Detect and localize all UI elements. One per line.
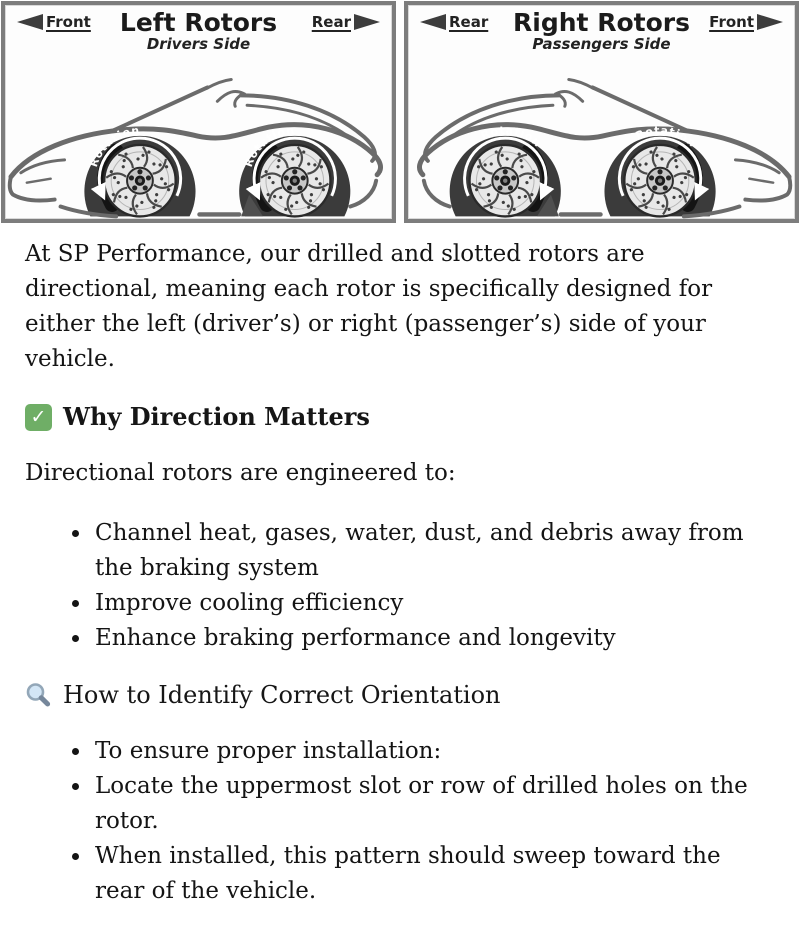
arrow-left-icon — [420, 14, 446, 30]
section-heading-text: How to Identify Correct Orientation — [63, 681, 501, 709]
svg-text:Rotation: Rotation — [478, 123, 545, 150]
list-item: • Enhance braking performance and longevity — [92, 621, 775, 656]
section-heading-text: Why Direction Matters — [63, 402, 370, 431]
left-rotors-panel — [1, 1, 396, 223]
check-icon: ✓ — [25, 404, 52, 431]
panel-title: Right Rotors — [513, 8, 690, 37]
panel-subtitle: Drivers Side — [146, 35, 251, 53]
right-panel-header — [408, 5, 795, 59]
list-item: • When installed, this pattern should sweep toward the rear of the vehicle. — [92, 839, 775, 909]
section-heading-identify-orientation — [25, 680, 775, 710]
right-rotors-panel — [404, 1, 799, 223]
panel-subtitle: Passengers Side — [532, 35, 671, 53]
list-item: • To ensure proper installation: — [92, 734, 775, 769]
svg-text:Rotation: Rotation — [87, 123, 141, 169]
rotor-direction-diagram — [0, 0, 800, 223]
direction-text: Front — [46, 13, 91, 31]
list-item: • Locate the uppermost slot or row of drilled holes on the rotor. — [92, 769, 775, 839]
direction-text: Front — [709, 13, 754, 31]
direction-text: Rear — [449, 13, 489, 31]
panel-title: Left Rotors — [119, 8, 278, 37]
list-item: • Improve cooling efficiency — [92, 586, 775, 621]
front-direction-label — [709, 13, 783, 31]
magnifier-icon — [25, 682, 52, 709]
list-item: • Channel heat, gases, water, dust, and debris away from the braking system — [92, 516, 775, 586]
direction-text: Rear — [311, 13, 351, 31]
section-lead: Directional rotors are engineered to: — [25, 460, 456, 486]
car-illustration-right — [408, 59, 795, 223]
orientation-bullet-list — [25, 734, 775, 909]
rear-direction-label — [312, 13, 380, 31]
car-illustration-left — [5, 59, 392, 223]
svg-text:Rotation: Rotation — [633, 123, 699, 150]
arrow-right-icon — [757, 14, 783, 30]
rear-direction-label — [420, 13, 488, 31]
front-direction-label — [17, 13, 91, 31]
arrow-left-icon — [17, 14, 43, 30]
why-direction-bullet-list — [25, 516, 775, 656]
arrow-right-icon — [354, 14, 380, 30]
intro-paragraph: At SP Performance, our drilled and slotted rotors are directional, meaning each rotor is specifically designed for either the left (driver’s) or right (passenger’s) side of your vehicle. — [25, 241, 713, 372]
svg-text:Rotation: Rotation — [241, 123, 296, 169]
rotor-article — [0, 223, 800, 943]
section-heading-why-direction-matters — [25, 402, 775, 432]
left-panel-header — [5, 5, 392, 59]
